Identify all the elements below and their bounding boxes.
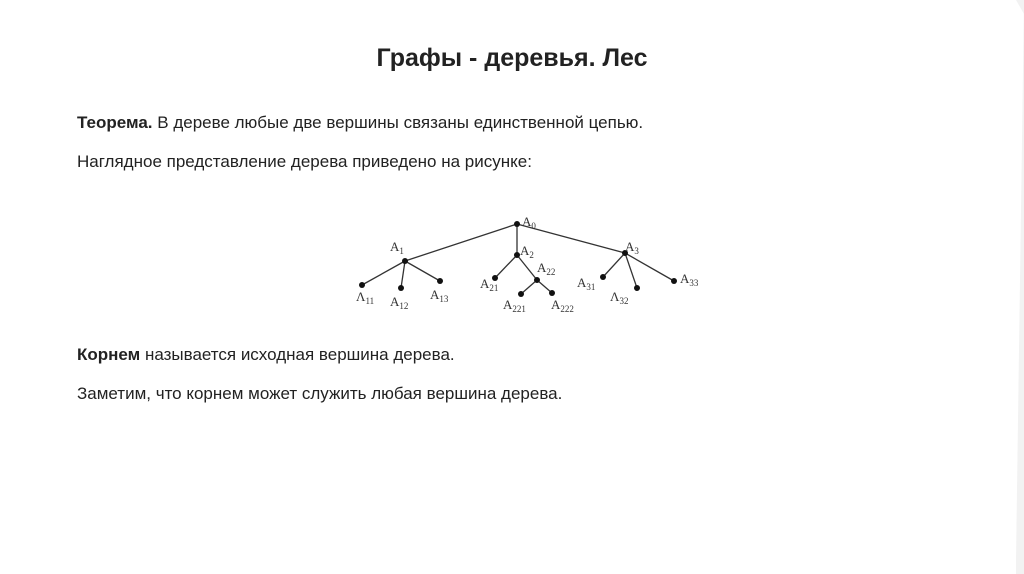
vertex-a0	[514, 221, 520, 227]
vertex-a1	[402, 258, 408, 264]
vertex-a31	[600, 274, 606, 280]
root-definition-text: называется исходная вершина дерева.	[140, 345, 455, 364]
label-a0: $A_0$	[522, 214, 536, 231]
theorem-text: В дереве любые две вершины связаны единственной цепью.	[152, 113, 644, 132]
vertex-a21	[492, 275, 498, 281]
edge-a0-a1	[405, 224, 517, 261]
vertex-a12	[398, 285, 404, 291]
label-a1: $A_1$	[390, 239, 404, 256]
edge-a3-a31	[603, 253, 625, 277]
theorem-label: Теорема.	[77, 113, 153, 132]
visual-representation-text: Наглядное представление дерева приведено на рисунке:	[77, 152, 532, 171]
slide-corner-decoration	[964, 0, 1024, 574]
label-a3: $A_3$	[625, 239, 639, 256]
vertex-a32	[634, 285, 640, 291]
vertex-a13	[437, 278, 443, 284]
root-label: Корнем	[77, 345, 141, 364]
edge-a1-a11	[362, 261, 405, 285]
vertex-a22	[534, 277, 540, 283]
label-a32: $\Lambda_{32}$	[610, 289, 629, 306]
label-a31: $A_{31}$	[577, 275, 596, 292]
label-a222: $A_{222}$	[551, 297, 574, 314]
label-a221: $A_{221}$	[503, 297, 526, 314]
label-a22: $A_{22}$	[537, 260, 556, 277]
slide-title: Графы - деревья. Лес	[376, 44, 648, 72]
label-a11: $\Lambda_{11}$	[356, 289, 375, 306]
vertex-a11	[359, 282, 365, 288]
root-definition-paragraph	[77, 344, 455, 366]
vertex-a222	[549, 290, 555, 296]
vertex-a33	[671, 278, 677, 284]
edge-a1-a13	[405, 261, 440, 281]
edge-a22-a221	[521, 280, 537, 294]
label-a13: $A_{13}$	[430, 287, 449, 304]
edge-a3-a33	[625, 253, 674, 281]
label-a21: $A_{21}$	[480, 276, 499, 293]
edge-a2-a21	[495, 255, 517, 278]
label-a12: $A_{12}$	[390, 294, 409, 311]
tree-diagram	[340, 208, 720, 328]
label-a2: $A_2$	[520, 243, 534, 260]
edge-a1-a12	[401, 261, 405, 288]
vertex-a221	[518, 291, 524, 297]
root-note-text: Заметим, что корнем может служить любая вершина дерева.	[77, 384, 563, 403]
label-a33: $A_{33}$	[680, 271, 699, 288]
edge-a2-a22	[517, 255, 537, 280]
theorem-paragraph	[77, 112, 643, 134]
